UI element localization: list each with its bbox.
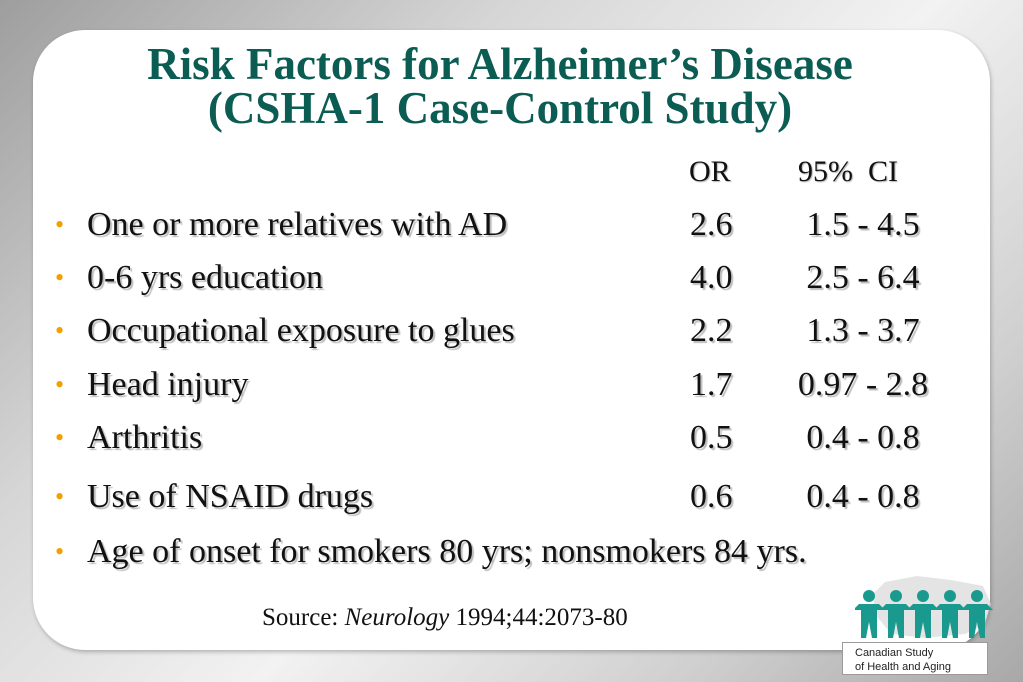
table-row [0, 418, 1023, 458]
row-or: 2.2 [690, 312, 733, 349]
row-label: 0-6 yrs education [87, 259, 324, 296]
row-or: 4.0 [690, 259, 733, 296]
row-or: 0.5 [690, 419, 733, 456]
logo-line-1: Canadian Study [855, 647, 934, 659]
row-ci: 0.97 - 2.8 [797, 366, 929, 403]
source-prefix: Source: [262, 604, 345, 631]
bullet-icon: • [55, 210, 65, 239]
bullet-icon: • [55, 263, 65, 292]
row-label: One or more relatives with AD [87, 206, 508, 243]
bullet-icon: • [55, 482, 65, 511]
row-ci: 0.4 - 0.8 [806, 419, 920, 456]
source-journal: Neurology [344, 604, 450, 631]
slide-title [0, 39, 1000, 133]
source-citation [262, 604, 628, 632]
note-text: Age of onset for smokers 80 yrs; nonsmokers 84 yrs. [87, 533, 807, 570]
row-ci: 0.4 - 0.8 [806, 478, 920, 515]
note-row [0, 532, 1023, 572]
row-ci: 1.5 - 4.5 [806, 206, 920, 243]
csha-logo-caption [842, 642, 988, 675]
title-line-1: Risk Factors for Alzheimer’s Disease [147, 39, 853, 89]
column-header-or: OR [689, 155, 731, 188]
bullet-icon: • [55, 423, 65, 452]
table-row [0, 205, 1023, 245]
source-ref: 1994;44:2073-80 [449, 604, 628, 631]
table-row [0, 477, 1023, 517]
row-or: 0.6 [690, 478, 733, 515]
table-row [0, 311, 1023, 351]
row-label: Use of NSAID drugs [87, 478, 374, 515]
row-or: 1.7 [690, 366, 733, 403]
row-ci: 1.3 - 3.7 [806, 312, 920, 349]
table-row [0, 258, 1023, 298]
title-line-2: (CSHA-1 Case-Control Study) [207, 83, 793, 133]
bullet-icon: • [55, 537, 65, 566]
column-header-ci: 95% CI [798, 155, 898, 188]
bullet-icon: • [55, 316, 65, 345]
row-ci: 2.5 - 6.4 [806, 259, 920, 296]
row-label: Arthritis [87, 419, 203, 456]
row-or: 2.6 [690, 206, 733, 243]
row-label: Head injury [87, 366, 249, 403]
logo-line-2: of Health and Aging [855, 661, 952, 673]
row-label: Occupational exposure to glues [87, 312, 515, 349]
table-row [0, 365, 1023, 405]
csha-logo-figures-icon [855, 574, 995, 642]
bullet-icon: • [55, 370, 65, 399]
